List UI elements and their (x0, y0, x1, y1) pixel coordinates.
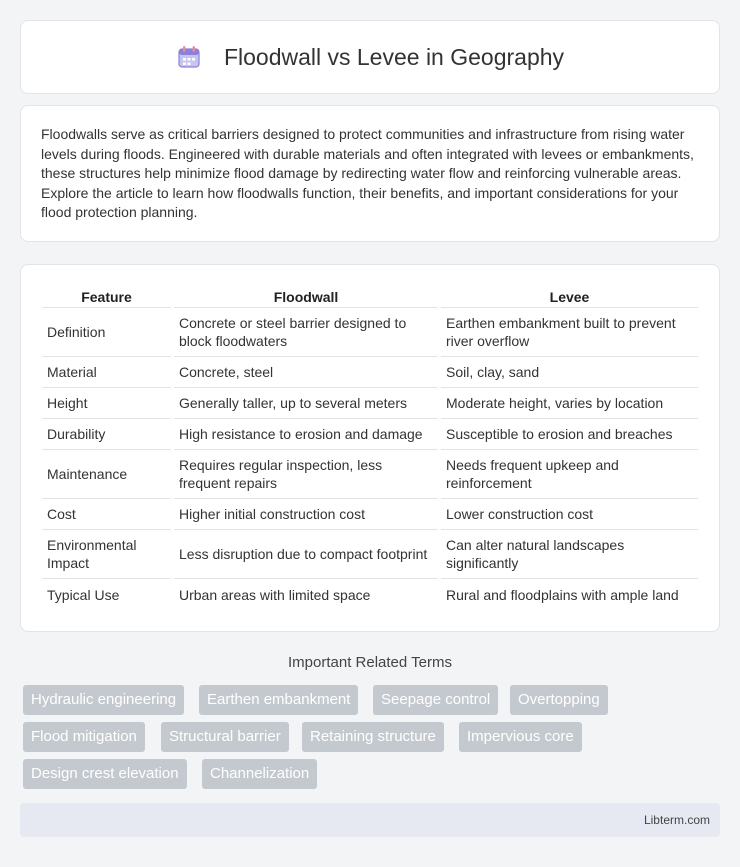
term-tag[interactable]: Impervious core (459, 722, 582, 752)
table-cell: Soil, clay, sand (441, 357, 698, 388)
table-cell: Less disruption due to compact footprint (174, 530, 438, 579)
table-cell: Environmental Impact (42, 530, 171, 579)
term-tag[interactable]: Flood mitigation (23, 722, 145, 752)
table-cell: Concrete or steel barrier designed to block floodwaters (174, 308, 438, 357)
comparison-table (39, 285, 701, 610)
table-row (42, 499, 698, 530)
table-header-row (42, 285, 698, 308)
table-cell: Higher initial construction cost (174, 499, 438, 530)
table-cell: Durability (42, 419, 171, 450)
intro-text: Floodwalls serve as critical barriers designed to protect communities and infrastructure from rising water levels during floods. Engineered with durable materials and often integrated with levees or embankments, these structures help minimize flood damage by redirecting water flow and reinforcing vulnerable areas. Explore the article to learn how floodwalls function, their benefits, and important considerations for your flood protection planning. (41, 126, 694, 221)
footer-link[interactable]: Libterm.com (643, 813, 710, 827)
calendar-icon (176, 44, 202, 70)
related-terms-heading: Important Related Terms (288, 654, 452, 671)
header-floodwall: Floodwall (174, 285, 438, 308)
table-row (42, 308, 698, 357)
table-cell: Requires regular inspection, less frequent repairs (174, 450, 438, 499)
table-cell: Generally taller, up to several meters (174, 388, 438, 419)
footer (20, 803, 720, 837)
table-cell: Cost (42, 499, 171, 530)
header-levee: Levee (441, 285, 698, 308)
table-cell: Earthen embankment built to prevent river overflow (441, 308, 698, 357)
table-cell: Susceptible to erosion and breaches (441, 419, 698, 450)
table-cell: Urban areas with limited space (179, 586, 371, 603)
table-cell: Moderate height, varies by location (441, 388, 698, 419)
table-cell: Can alter natural landscapes significantly (441, 530, 698, 579)
term-tag[interactable]: Seepage control (373, 685, 498, 715)
term-tag[interactable]: Overtopping (510, 685, 608, 715)
term-tag[interactable]: Structural barrier (161, 722, 289, 752)
term-tag[interactable]: Hydraulic engineering (23, 685, 184, 715)
table-cell: Definition (42, 308, 171, 357)
term-tag[interactable]: Earthen embankment (199, 685, 358, 715)
title-card (20, 20, 720, 94)
table-cell: Material (42, 357, 171, 388)
term-tag[interactable]: Channelization (202, 759, 317, 789)
table-cell: Needs frequent upkeep and reinforcement (441, 450, 698, 499)
table-cell: Typical Use (47, 586, 120, 603)
table-row (42, 450, 698, 499)
table-row (42, 419, 698, 450)
table-row (42, 579, 698, 610)
intro-card (20, 105, 720, 242)
table-cell: High resistance to erosion and damage (174, 419, 438, 450)
table-cell: Rural and floodplains with ample land (446, 586, 679, 603)
table-row (42, 357, 698, 388)
comparison-card (20, 264, 720, 632)
table-cell: Maintenance (42, 450, 171, 499)
term-tag[interactable]: Design crest elevation (23, 759, 187, 789)
table-cell: Lower construction cost (441, 499, 698, 530)
table-cell: Concrete, steel (174, 357, 438, 388)
header-feature: Feature (42, 285, 171, 308)
table-row (42, 530, 698, 579)
term-tag[interactable]: Retaining structure (302, 722, 444, 752)
table-cell: Height (42, 388, 171, 419)
page-title: Floodwall vs Levee in Geography (223, 43, 565, 70)
table-row (42, 388, 698, 419)
